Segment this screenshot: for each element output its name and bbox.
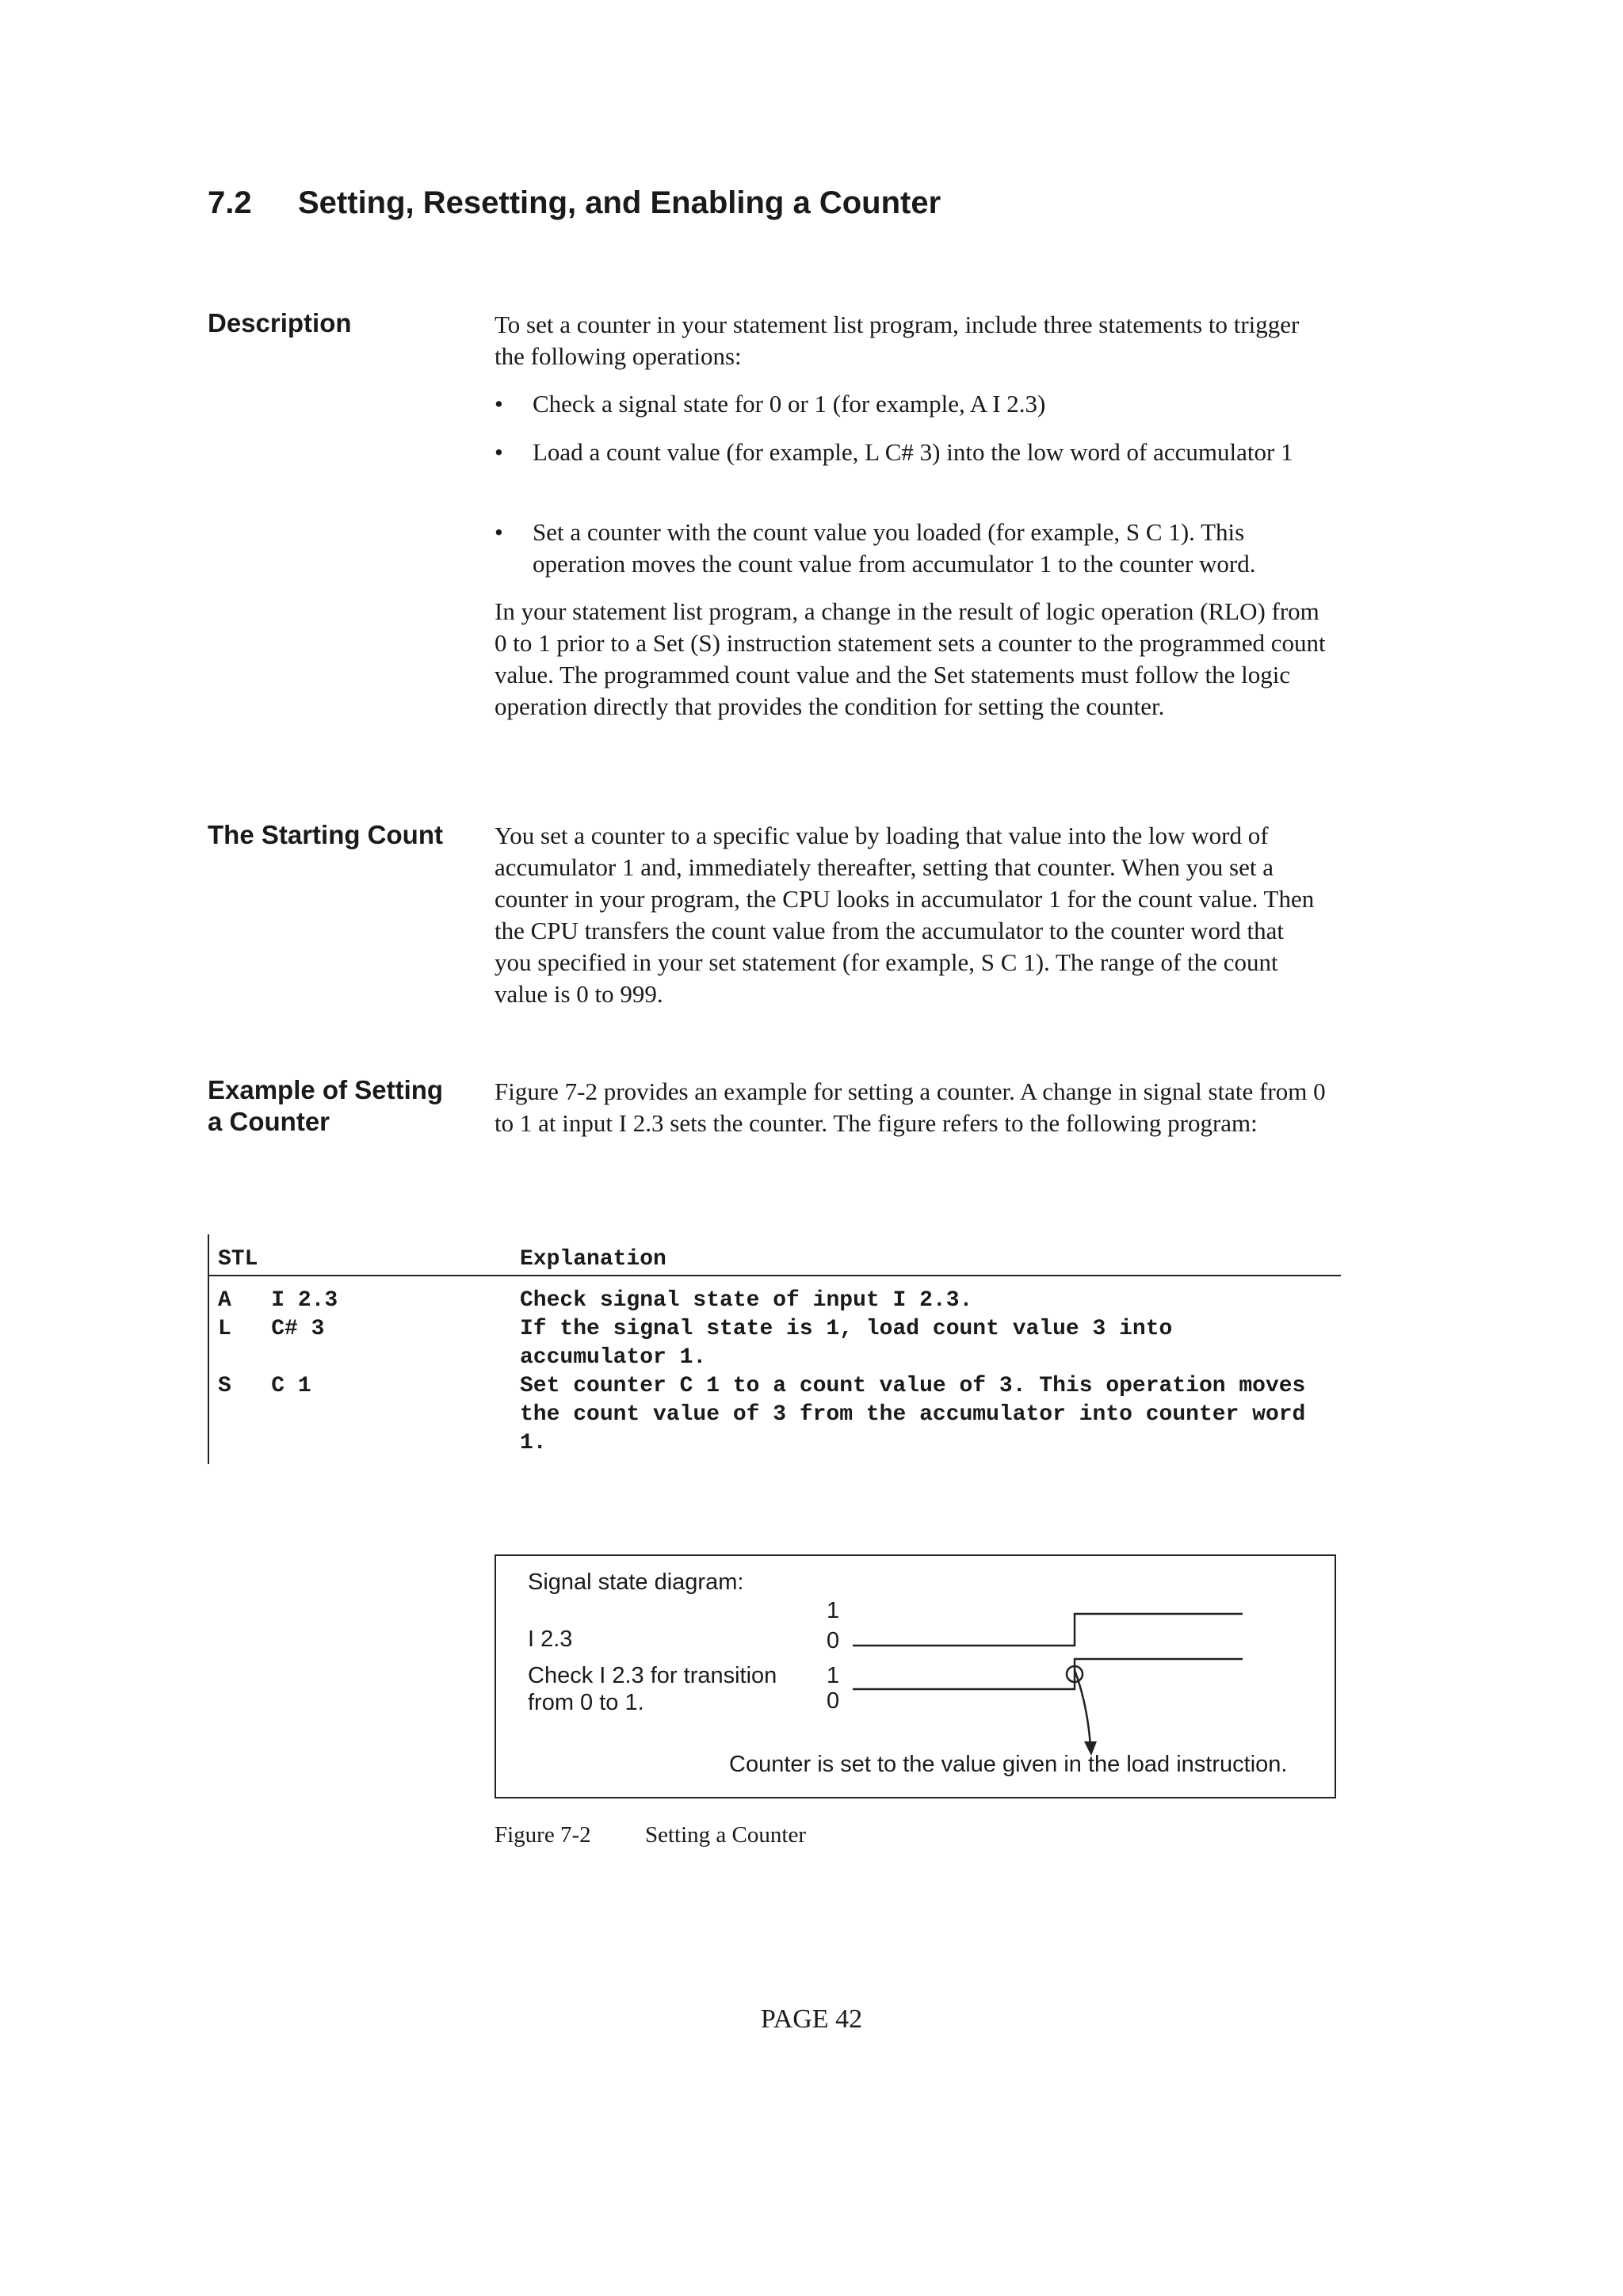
bullet-text: Load a count value (for example, L C# 3) into the low word of accumulator 1	[533, 438, 1293, 466]
bullet-icon: •	[495, 518, 503, 546]
starting-count-paragraph-text: You set a counter to a specific value by loading that value into the low word of accumulator 1 and, immediately thereafter, setting that counter. When you set a counter in your program, the CPU looks in accumulator 1 for the count value. Then the CPU transfers the count value from the accumulator to the counter word that you specified in your set statement (for example, S C 1). The range of the count value is 0 to 999.	[495, 822, 1315, 1008]
description-heading: Description	[208, 308, 352, 338]
table-header-explanation: Explanation	[520, 1247, 666, 1272]
section-title-text: Setting, Resetting, and Enabling a Counter	[298, 185, 941, 220]
table-row-stl: S C 1	[218, 1374, 311, 1398]
bullet-icon: •	[495, 390, 503, 418]
bullet-text: Check a signal state for 0 or 1 (for example, A I 2.3)	[533, 390, 1046, 418]
figure-caption-label: Figure 7-2	[495, 1822, 591, 1848]
signal2-waveform	[853, 1659, 1243, 1689]
table-row-explanation: Check signal state of input I 2.3.	[520, 1288, 973, 1313]
signal2-label-line2: from 0 to 1.	[528, 1690, 644, 1715]
figure-caption-text: Setting a Counter	[645, 1822, 806, 1848]
example-paragraph-text: Figure 7-2 provides an example for setting a counter. A change in signal state from 0 to 1 at input I 2.3 sets the counter. The figure refers to the following program:	[495, 1077, 1326, 1137]
signal2-high-label: 1	[827, 1663, 840, 1688]
signal1-label: I 2.3	[528, 1627, 573, 1652]
signal1-high-label: 1	[827, 1598, 840, 1623]
starting-count-heading: The Starting Count	[208, 820, 443, 849]
signal2-label-line1: Check I 2.3 for transition	[528, 1663, 777, 1688]
signal1-low-label: 0	[827, 1628, 840, 1653]
table-row-stl: L C# 3	[218, 1317, 325, 1341]
description-paragraph-text: In your statement list program, a change in the result of logic operation (RLO) from 0 to 1 prior to a Set (S) instruction statement sets a counter to the programmed count value. The programmed count value and the Set statements must follow the logic operation directly that provides the condition for setting the counter.	[495, 597, 1326, 720]
bullet-text: Set a counter with the count value you loaded (for example, S C 1). This operation moves the count value from accumulator 1 to the counter word.	[533, 518, 1256, 578]
example-heading-line1: Example of Setting	[208, 1075, 444, 1104]
signal2-low-label: 0	[827, 1688, 840, 1714]
figure-caption	[495, 1822, 806, 1848]
table-row-explanation: Set counter C 1 to a count value of 3. This operation moves the count value of 3 from the accumulator into counter word 1.	[520, 1374, 1306, 1455]
section-number: 7.2	[208, 185, 252, 220]
signal1-waveform	[853, 1614, 1243, 1646]
bullet-icon: •	[495, 438, 503, 466]
table-header-stl: STL	[218, 1247, 258, 1272]
description-intro-text: To set a counter in your statement list program, include three statements to trigger the following operations:	[495, 311, 1300, 370]
example-heading-line2: a Counter	[208, 1107, 330, 1136]
table-row-explanation: If the signal state is 1, load count value 3 into accumulator 1.	[520, 1317, 1173, 1370]
diagram-title: Signal state diagram:	[528, 1569, 744, 1595]
table-row-stl: A I 2.3	[218, 1288, 338, 1313]
page-number: PAGE 42	[760, 2004, 863, 2034]
diagram-note: Counter is set to the value given in the load instruction.	[729, 1752, 1288, 1777]
